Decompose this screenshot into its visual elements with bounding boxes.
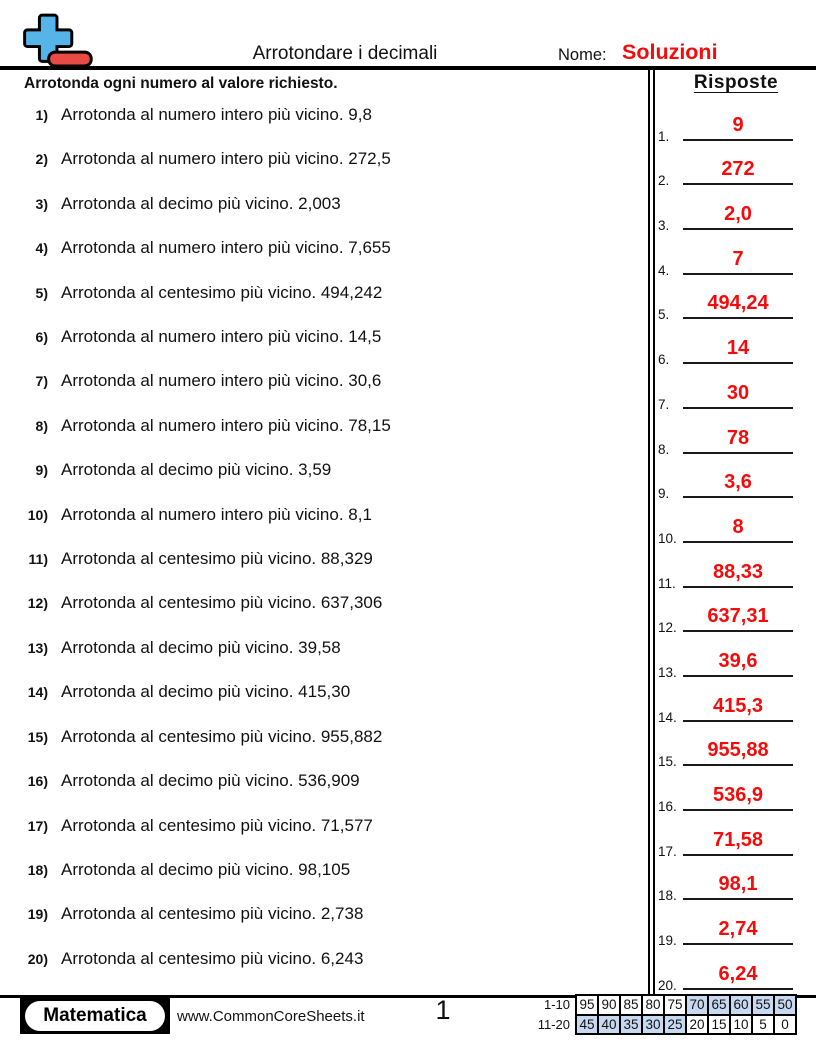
question-text: Arrotonda al numero intero più vicino. 14,5 (61, 327, 382, 347)
question-number: 2) (35, 151, 48, 168)
answer-line (683, 898, 793, 900)
score-cell: 35 (620, 1015, 642, 1035)
question-row (0, 278, 648, 322)
answer-number: 11. (658, 575, 676, 591)
answer-line (683, 407, 793, 409)
answer-number: 15. (658, 754, 677, 770)
answers-list (652, 100, 814, 994)
answer-row (652, 234, 814, 279)
question-number: 3) (35, 195, 48, 212)
answer-row (652, 547, 814, 592)
answer-line (683, 228, 793, 230)
answer-value: 71,58 (712, 828, 764, 851)
answer-row (652, 904, 814, 949)
answer-line (683, 988, 793, 990)
answer-number: 9. (658, 486, 670, 502)
question-number: 12) (27, 595, 48, 612)
answer-value: 494,24 (707, 292, 769, 315)
score-cell: 85 (620, 995, 642, 1015)
question-row (0, 144, 648, 188)
answer-line (683, 183, 793, 185)
answer-line (683, 943, 793, 945)
answer-row (652, 770, 814, 815)
question-number: 7) (35, 373, 48, 390)
question-row (0, 722, 648, 766)
answer-value: 7 (732, 247, 744, 270)
question-text: Arrotonda al centesimo più vicino. 88,329 (61, 549, 373, 569)
question-text: Arrotonda al centesimo più vicino. 494,242 (61, 282, 383, 302)
answer-line (683, 317, 793, 319)
score-table (528, 994, 797, 1035)
question-number: 18) (27, 861, 48, 878)
answer-number: 1. (658, 128, 670, 144)
brand-label: Matematica (25, 1001, 165, 1031)
question-row (0, 677, 648, 721)
brand-logo (20, 998, 170, 1034)
question-row (0, 322, 648, 366)
answer-value: 78 (726, 426, 750, 449)
answer-row (652, 323, 814, 368)
question-number: 5) (35, 284, 48, 301)
question-row (0, 588, 648, 632)
answer-row (652, 815, 814, 860)
answer-line (683, 541, 793, 543)
name-value: Soluzioni (622, 40, 718, 64)
score-cell: 10 (730, 1015, 752, 1035)
question-row (0, 633, 648, 677)
answer-number: 5. (658, 307, 670, 323)
question-text: Arrotonda al decimo più vicino. 2,003 (61, 193, 341, 213)
answer-number: 16. (658, 799, 677, 814)
question-number: 4) (35, 240, 48, 257)
question-row (0, 411, 648, 455)
question-number: 11) (28, 551, 48, 568)
answer-row (652, 860, 814, 905)
answer-line (683, 139, 793, 141)
question-number: 15) (27, 728, 48, 745)
answer-number: 10. (658, 530, 677, 546)
answer-value: 14 (726, 337, 750, 360)
question-number: 8) (35, 417, 48, 434)
answer-row (652, 145, 814, 190)
score-row-2 (528, 1015, 796, 1035)
question-text: Arrotonda al decimo più vicino. 3,59 (61, 460, 332, 480)
answer-line (683, 809, 793, 811)
instruction-text: Arrotonda ogni numero al valore richiesto. (24, 75, 338, 92)
score-cell: 95 (576, 995, 598, 1015)
questions-list (0, 100, 648, 988)
score-cell: 40 (598, 1015, 620, 1035)
answer-number: 8. (658, 441, 670, 457)
question-text: Arrotonda al numero intero più vicino. 8,1 (61, 504, 372, 524)
question-text: Arrotonda al decimo più vicino. 415,30 (61, 682, 351, 702)
answer-value: 955,88 (707, 739, 769, 762)
answer-value: 6,24 (718, 962, 758, 985)
score-cell: 90 (598, 995, 620, 1015)
answer-number: 13. (658, 664, 677, 680)
question-row (0, 811, 648, 855)
question-text: Arrotonda al numero intero più vicino. 7,655 (61, 238, 391, 258)
score-cell: 15 (708, 1015, 730, 1035)
answer-line (683, 630, 793, 632)
answer-value: 88,33 (712, 560, 764, 583)
question-row (0, 100, 648, 144)
question-text: Arrotonda al decimo più vicino. 536,909 (61, 771, 360, 791)
answer-line (683, 720, 793, 722)
question-row (0, 500, 648, 544)
question-text: Arrotonda al centesimo più vicino. 2,738 (61, 904, 364, 924)
question-number: 10) (27, 506, 48, 523)
question-text: Arrotonda al centesimo più vicino. 955,882 (61, 726, 383, 746)
answer-line (683, 362, 793, 364)
name-label: Nome: (558, 46, 607, 64)
answer-number: 4. (658, 262, 670, 278)
question-number: 6) (35, 329, 48, 346)
question-text: Arrotonda al numero intero più vicino. 272,5 (61, 149, 391, 169)
answer-line (683, 452, 793, 454)
answer-value: 272 (721, 158, 755, 181)
score-cell: 20 (686, 1015, 708, 1035)
answers-header: Risposte (693, 72, 779, 93)
answer-number: 19. (658, 933, 677, 949)
answer-number: 20. (658, 977, 677, 993)
answer-line (683, 496, 793, 498)
answer-line (683, 854, 793, 856)
answer-number: 2. (658, 173, 670, 189)
question-number: 17) (27, 817, 48, 834)
question-row (0, 855, 648, 899)
score-cell: 5 (752, 1015, 774, 1035)
answer-row (652, 100, 814, 145)
answer-value: 637,31 (707, 605, 769, 628)
answer-number: 7. (658, 396, 670, 412)
page-title: Arrotondare i decimali (252, 43, 438, 64)
plus-minus-logo-icon (20, 12, 94, 70)
answer-row (652, 502, 814, 547)
question-number: 9) (35, 462, 48, 479)
answer-value: 415,3 (712, 694, 764, 717)
question-number: 16) (27, 773, 48, 790)
answer-line (683, 764, 793, 766)
answer-value: 3,6 (724, 471, 752, 494)
score-cell: 25 (664, 1015, 686, 1035)
score-row-1-label: 1-10 (543, 997, 570, 1013)
question-number: 14) (27, 684, 48, 701)
score-cell: 45 (576, 1015, 598, 1035)
answer-number: 17. (658, 843, 677, 859)
score-cell: 75 (664, 995, 686, 1015)
answer-number: 3. (658, 218, 670, 234)
answer-value: 2,0 (724, 203, 752, 226)
answer-row (652, 279, 814, 324)
question-row (0, 899, 648, 943)
question-row (0, 233, 648, 277)
answer-value: 536,9 (712, 784, 764, 806)
page-number: 1 (435, 995, 451, 1025)
question-text: Arrotonda al numero intero più vicino. 30,6 (61, 371, 382, 391)
question-text: Arrotonda al centesimo più vicino. 71,577 (61, 815, 373, 835)
score-cell: 0 (774, 1015, 796, 1035)
score-cell: 70 (686, 995, 708, 1015)
answer-row (652, 458, 814, 503)
answer-line (683, 273, 793, 275)
question-text: Arrotonda al decimo più vicino. 98,105 (61, 859, 351, 879)
answer-value: 39,6 (718, 649, 758, 672)
score-cell: 60 (730, 995, 752, 1015)
question-number: 20) (27, 950, 48, 967)
answer-row (652, 189, 814, 234)
question-text: Arrotonda al numero intero più vicino. 78,15 (61, 415, 391, 435)
question-text: Arrotonda al centesimo più vicino. 637,306 (61, 593, 383, 613)
question-row (0, 766, 648, 810)
question-text: Arrotonda al decimo più vicino. 39,58 (61, 637, 341, 657)
answer-number: 14. (658, 709, 677, 725)
question-text: Arrotonda al centesimo più vicino. 6,243 (61, 948, 364, 968)
question-number: 19) (27, 906, 48, 923)
answer-value: 30 (726, 381, 750, 404)
answer-line (683, 675, 793, 677)
score-cell: 50 (774, 995, 796, 1015)
question-number: 1) (35, 107, 48, 123)
question-number: 13) (27, 639, 48, 656)
question-row (0, 455, 648, 499)
question-row (0, 544, 648, 588)
question-row (0, 189, 648, 233)
answer-value: 8 (732, 515, 744, 538)
answer-row (652, 949, 814, 994)
score-cell: 80 (642, 995, 664, 1015)
answer-row (652, 636, 814, 681)
score-cell: 55 (752, 995, 774, 1015)
website-url: www.CommonCoreSheets.it (177, 1008, 365, 1025)
answer-line (683, 586, 793, 588)
question-row (0, 944, 648, 988)
answer-number: 12. (658, 620, 677, 636)
score-cell: 65 (708, 995, 730, 1015)
question-row (0, 366, 648, 410)
answer-row (652, 592, 814, 637)
answer-row (652, 726, 814, 771)
answer-value: 98,1 (718, 873, 758, 896)
answer-row (652, 368, 814, 413)
score-row-1 (528, 995, 796, 1015)
answer-value: 2,74 (718, 918, 758, 941)
answer-value: 9 (732, 113, 744, 136)
question-text: Arrotonda al numero intero più vicino. 9,8 (61, 105, 372, 124)
score-row-2-label: 11-20 (537, 1016, 570, 1032)
answer-row (652, 681, 814, 726)
answer-number: 6. (658, 352, 670, 368)
header-rule (0, 66, 816, 70)
answer-number: 18. (658, 888, 677, 904)
answer-row (652, 413, 814, 458)
score-cell: 30 (642, 1015, 664, 1035)
